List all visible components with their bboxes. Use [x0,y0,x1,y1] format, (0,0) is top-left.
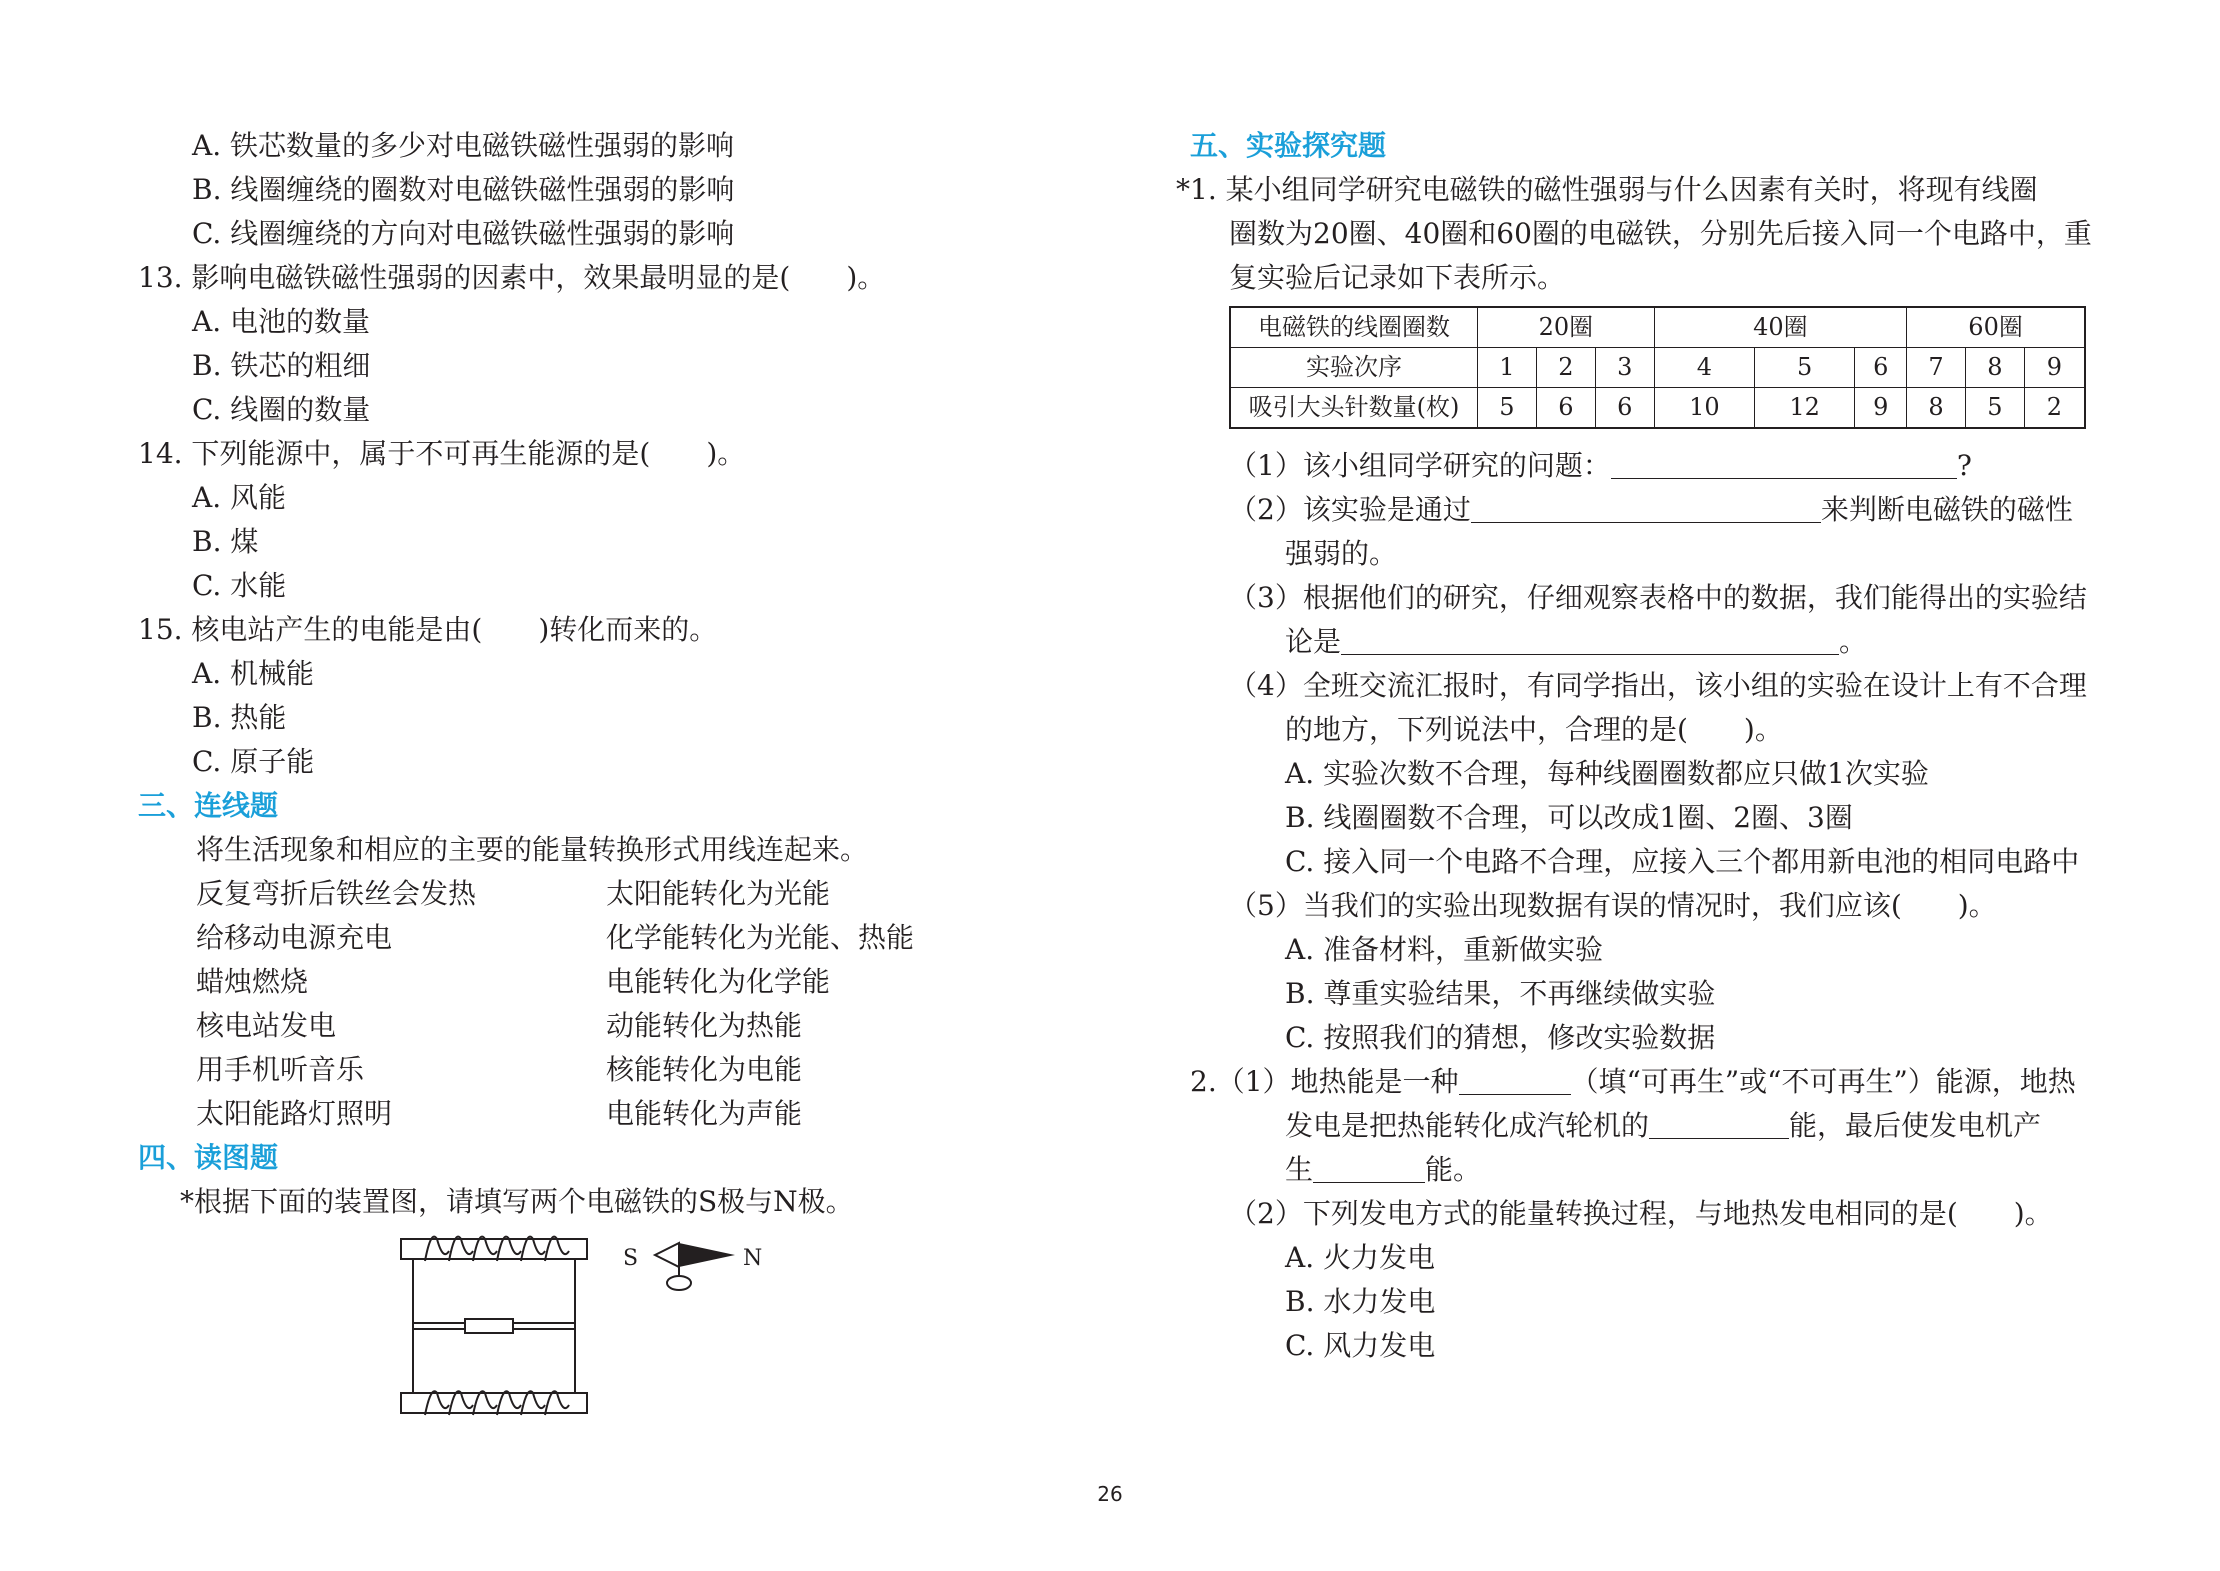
compass-needle-n [679,1243,735,1267]
q13-option-b: B. 铁芯的粗细 [192,349,371,382]
q1-part5-option-b: B. 尊重实验结果，不再继续做实验 [1285,977,1716,1010]
table-group-20: 20圈 [1478,307,1655,348]
table-group-60: 60圈 [1907,307,2085,348]
conversion-6: 电能转化为声能 [606,1097,803,1130]
compass-n-label: N [743,1246,763,1271]
upper-circuit [413,1259,575,1323]
table-row2-label: 实验次序 [1230,348,1478,388]
table-row-pin-count [1230,388,2085,429]
q2-line3-text: 生 [1285,1153,1314,1186]
q15-option-c: C. 原子能 [192,745,315,778]
table-cell: 2 [2024,388,2085,429]
bottom-iron-core [401,1393,587,1413]
table-cell: 5 [1755,348,1855,388]
q1-part5: （5）当我们的实验出现数据有误的情况时，我们应该( )。 [1229,889,1997,922]
answer-blank[interactable] [1471,494,1821,523]
answer-blank[interactable] [1459,1066,1571,1095]
compass-base [667,1276,691,1290]
table-cell: 9 [1855,388,1907,429]
section3-instruction: 将生活现象和相应的主要的能量转换形式用线连起来。 [196,833,869,866]
table-cell: 12 [1755,388,1855,429]
q13-stem: 13. 影响电磁铁磁性强弱的因素中，效果最明显的是( )。 [138,261,886,294]
phenomenon-6: 太阳能路灯照明 [196,1097,393,1130]
table-cell: 9 [2024,348,2085,388]
table-cell: 3 [1595,348,1654,388]
q12-option-a: A. 铁芯数量的多少对电磁铁磁性强弱的影响 [192,129,735,162]
bottom-coil [425,1391,569,1415]
answer-blank[interactable] [1611,450,1957,479]
q13-option-c: C. 线圈的数量 [192,393,371,426]
table-row3-label: 吸引大头针数量(枚) [1230,388,1478,429]
q2-part1-line1 [1190,1064,2076,1100]
table-cell: 6 [1536,388,1595,429]
phenomenon-5: 用手机听音乐 [196,1053,365,1086]
q1-part4-option-a: A. 实验次数不合理，每种线圈圈数都应只做1次实验 [1285,757,1929,790]
compass-s-label: S [623,1246,639,1271]
q1-part4-option-b: B. 线圈圈数不合理，可以改成1圈、2圈、3圈 [1285,801,1853,834]
electromagnet-diagram [395,1225,775,1425]
phenomenon-3: 蜡烛燃烧 [196,965,309,998]
q14-option-b: B. 煤 [192,525,259,558]
q1-part2-text: （2）该实验是通过 [1229,493,1471,526]
q2-part2-option-a: A. 火力发电 [1285,1241,1436,1274]
q1-part1-text: （1）该小组同学研究的问题： [1229,449,1611,482]
top-coil [425,1237,569,1261]
q1-part2-end: 来判断电磁铁的磁性 [1820,493,2073,526]
table-cell: 8 [1965,348,2024,388]
q1-part2-line2: 强弱的。 [1285,537,1398,570]
q1-part3-end: 。 [1839,625,1868,658]
q1-part5-option-c: C. 按照我们的猜想，修改实验数据 [1285,1021,1716,1054]
section5-heading: 五、实验探究题 [1190,129,1387,162]
q1-part3-text: 论是 [1285,625,1342,658]
answer-blank[interactable] [1649,1110,1789,1139]
answer-blank[interactable] [1341,626,1839,655]
conversion-2: 化学能转化为光能、热能 [606,921,915,954]
q13-option-a: A. 电池的数量 [192,305,371,338]
q1-part3-line1: （3）根据他们的研究，仔细观察表格中的数据，我们能得出的实验结 [1229,581,2087,614]
q2-line3-rest: 能。 [1425,1153,1482,1186]
q2-part2: （2）下列发电方式的能量转换过程，与地热发电相同的是( )。 [1229,1197,2053,1230]
q2-part1-line3 [1285,1152,1481,1188]
table-cell: 5 [1478,388,1537,429]
phenomenon-2: 给移动电源充电 [196,921,393,954]
table-cell: 10 [1654,388,1754,429]
table-cell: 8 [1907,388,1966,429]
table-cell: 1 [1478,348,1537,388]
conversion-1: 太阳能转化为光能 [606,877,831,910]
q2-line2-text: 发电是把热能转化成汽轮机的 [1285,1109,1650,1142]
q14-option-c: C. 水能 [192,569,287,602]
q1-part2 [1229,492,2073,528]
q12-option-c: C. 线圈缠绕的方向对电磁铁磁性强弱的影响 [192,217,735,250]
table-cell: 5 [1965,388,2024,429]
q1-stem-line2: 圈数为20圈、40圈和60圈的电磁铁，分别先后接入同一个电路中，重 [1229,217,2092,250]
q2-part2-option-b: B. 水力发电 [1285,1285,1436,1318]
table-cell: 7 [1907,348,1966,388]
q14-option-a: A. 风能 [192,481,287,514]
q2-part1-text: 2.（1）地热能是一种 [1190,1065,1459,1098]
section3-heading: 三、连线题 [138,789,279,822]
table-row-coil-count [1230,307,2085,348]
phenomenon-1: 反复弯折后铁丝会发热 [196,877,477,910]
lower-circuit [413,1329,575,1393]
q1-stem-line3: 复实验后记录如下表所示。 [1229,261,1566,294]
q1-part4-line2: 的地方，下列说法中，合理的是( )。 [1285,713,1783,746]
table-cell: 6 [1595,388,1654,429]
conversion-3: 电能转化为化学能 [606,965,831,998]
table-row-trial [1230,348,2085,388]
table-cell: 6 [1855,348,1907,388]
q1-stem-line1: *1. 某小组同学研究电磁铁的磁性强弱与什么因素有关时，将现有线圈 [1176,173,2038,206]
q1-part5-option-a: A. 准备材料，重新做实验 [1285,933,1604,966]
q1-part1-end: ? [1956,449,1972,482]
compass-needle-s [655,1243,679,1267]
q12-option-b: B. 线圈缠绕的圈数对电磁铁磁性强弱的影响 [192,173,735,206]
q2-part1-line2 [1285,1108,2041,1144]
table-cell: 2 [1536,348,1595,388]
battery [465,1319,513,1333]
table-cell: 4 [1654,348,1754,388]
q15-option-b: B. 热能 [192,701,287,734]
conversion-4: 动能转化为热能 [606,1009,803,1042]
phenomenon-4: 核电站发电 [196,1009,337,1042]
table-group-40: 40圈 [1654,307,1906,348]
q1-part3-line2 [1285,624,1867,660]
q1-part4-line1: （4）全班交流汇报时，有同学指出，该小组的实验在设计上有不合理 [1229,669,2087,702]
q15-option-a: A. 机械能 [192,657,315,690]
section4-instruction: *根据下面的装置图，请填写两个电磁铁的S极与N极。 [180,1185,854,1218]
q1-part4-option-c: C. 接入同一个电路不合理，应接入三个都用新电池的相同电路中 [1285,845,2080,878]
table-row1-label: 电磁铁的线圈圈数 [1230,307,1478,348]
experiment-table [1229,306,2086,429]
q2-part1-rest: （填“可再生”或“不可再生”）能源，地热 [1570,1065,2076,1098]
section4-heading: 四、读图题 [138,1141,279,1174]
q1-part1 [1229,448,1972,484]
q15-stem: 15. 核电站产生的电能是由( )转化而来的。 [138,613,718,646]
q2-line2-rest: 能，最后使发电机产 [1789,1109,2042,1142]
q14-stem: 14. 下列能源中，属于不可再生能源的是( )。 [138,437,746,470]
page-number: 26 [1097,1482,1123,1506]
answer-blank[interactable] [1313,1154,1425,1183]
q2-part2-option-c: C. 风力发电 [1285,1329,1436,1362]
conversion-5: 核能转化为电能 [606,1053,803,1086]
